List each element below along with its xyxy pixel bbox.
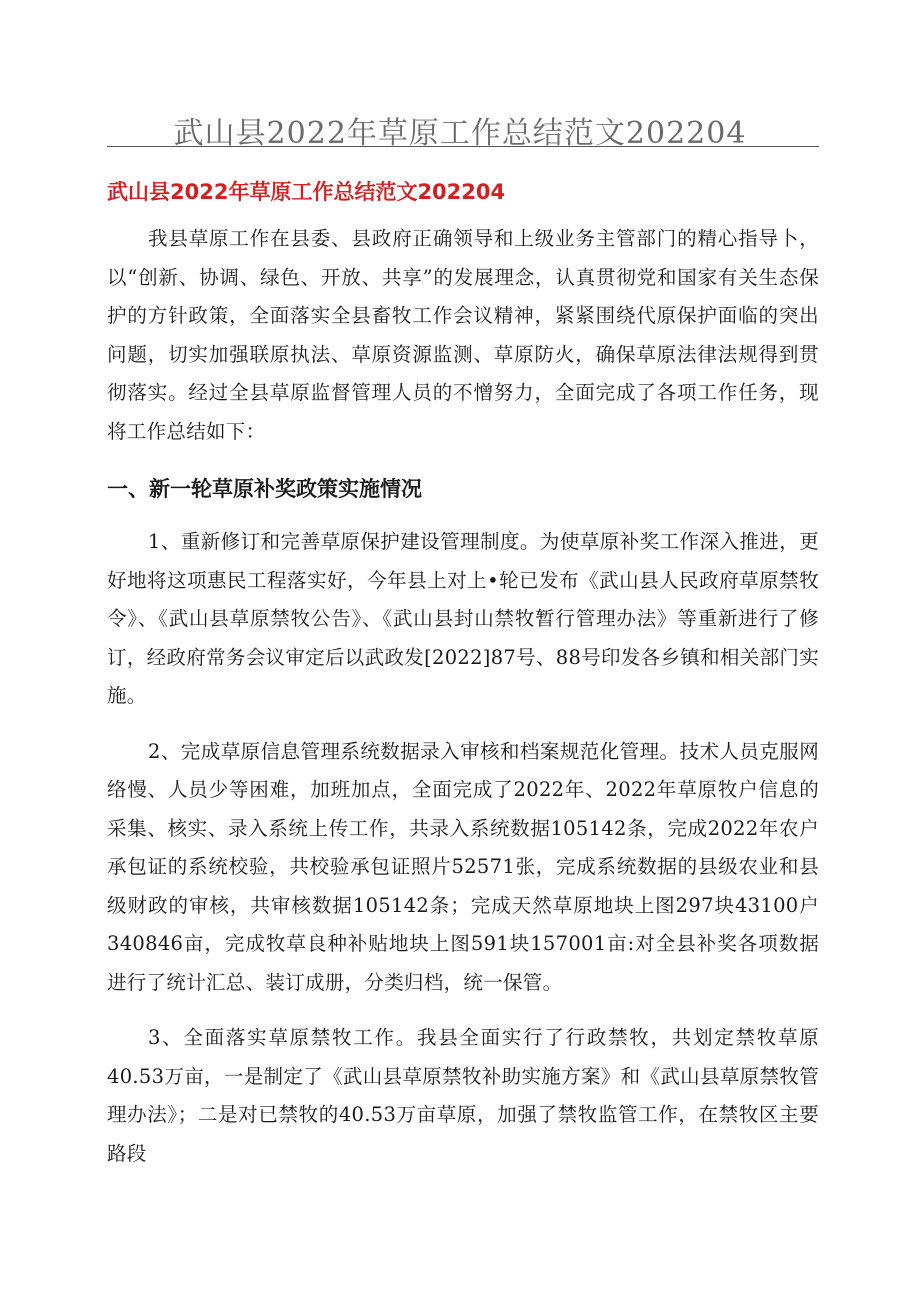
document-title: 武山县2022年草原工作总结范文202204 xyxy=(107,180,506,204)
paragraph-2: 2、完成草原信息管理系统数据录入审核和档案规范化管理。技术人员克服网络慢、人员少等困难，加班加点，全面完成了2022年、2022年草原牧户信息的采集、核实、录入系统上传工作，共录入系统数据105142条，完成2022年农户承包证的系统校验，共校验承包证照片52571张，完成系统数据的县级农业和县级财政的审核，共审核数据105142条；完成天然草原地块上图297块43100户340846亩，完成牧草良种补贴地块上图591块157001亩:对全县补奖各项数据进行了统计汇总、装订成册，分类归档，统一保管。 xyxy=(107,739,819,994)
intro-paragraph: 我县草原工作在县委、县政府正确领导和上级业务主管部门的精心指导卜，以“创新、协调、绿色、开放、共享”的发展理念，认真贯彻党和国家有关生态保护的方针政策，全面落实全县畜牧工作会议精神，紧紧围绕代原保护面临的突出问题，切实加强联原执法、草原资源监测、草原防火，确保草原法律法规得到贯彻落实。经过全县草原监督管理人员的不憎努力，全面完成了各项工作任务，现将工作总结如下： xyxy=(107,227,819,443)
paragraph-1: 1、重新修订和完善草原保护建设管理制度。为使草原补奖工作深入推进，更好地将这项惠民工程落实好，今年县上对上•轮已发布《武山县人民政府草原禁牧令》、《武山县草原禁牧公告》、《武山县封山禁牧暂行管理办法》等重新进行了修订，经政府常务会议审定后以武政发[2022]87号、88号印发各乡镇和相关部门实施。 xyxy=(107,530,819,707)
document-body xyxy=(107,220,819,1173)
paragraph-3: 3、全面落实草原禁牧工作。我县全面实行了行政禁牧，共划定禁牧草原40.53万亩，一是制定了《武山县草原禁牧补助实施方案》和《武山县草原禁牧管理办法》；二是对已禁牧的40.53万亩草原，加强了禁牧监管工作，在禁牧区主要路段 xyxy=(107,1026,819,1165)
header-divider xyxy=(107,146,819,147)
page-header-title: 武山县2022年草原工作总结范文202204 xyxy=(173,116,747,151)
section-heading-1: 一、新一轮草原补奖政策实施情况 xyxy=(107,477,422,501)
